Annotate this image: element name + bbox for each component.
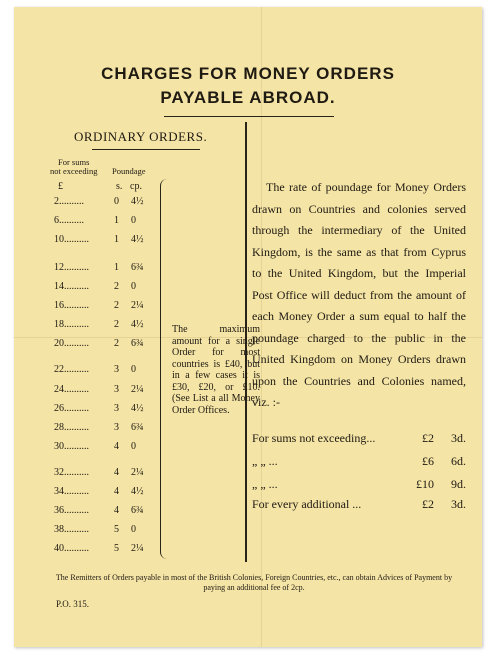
poundage-explanation <box>252 177 466 414</box>
header-for-sums: For sums <box>58 157 90 167</box>
fee-row: „ „ ... £6 6d. <box>252 454 466 468</box>
header-not-exceeding: not exceeding <box>50 166 98 176</box>
header-poundage: Poundage <box>112 166 146 176</box>
maximum-amount-note <box>172 324 260 416</box>
poundage-explanation-text: The rate of poundage for Money Orders drawn on Countries and colonies served through the intermediary of the United Kingdom, is the same as that from Cyprus to the United Kingdom, but the Imperial Post Office will deduct from the amount of each Money Order a sum equal to half the poundage charged to the public in the United Kingdom on Money Orders drawn upon the Countries and Colonies named, viz. :- <box>252 180 466 409</box>
footnote: The Remitters of Orders payable in most of the British Colonies, Foreign Countries, etc., can obtain Advices of Payment by paying an additional fee of 2cp. <box>55 573 453 592</box>
section-underline <box>92 149 200 150</box>
title-line-2: PAYABLE ABROAD. <box>160 88 336 107</box>
maximum-amount-text: The maximum amount for a single Order for most countries is £40, but in a few cases it is £30, £20, or £10. (See List a all Money Order Offices. <box>172 324 260 416</box>
form-number: P.O. 315. <box>56 599 90 609</box>
header-shillings: s. <box>116 181 123 192</box>
title-underline <box>164 116 334 117</box>
title-line-1: CHARGES FOR MONEY ORDERS <box>101 64 395 83</box>
section-heading: ORDINARY ORDERS. <box>74 129 208 144</box>
fee-row: For sums not exceeding... £2 3d. <box>252 431 466 445</box>
fee-row: „ „ ... £10 9d. <box>252 477 466 491</box>
header-pence: cp. <box>130 181 142 192</box>
document-page: CHARGES FOR MONEY ORDERS PAYABLE ABROAD. ORDINARY ORDERS. For sums not exceeding Poundage £ s. cp. 2.......... 0 4½ 6.......... 1 0 10.......... 1 4½ 12.......... 1 6¾ 14.......... 2 0 16.......... 2 2¼ 18.......... 2 4½ 20.......... 2 6¾ 22.......... 3 0 24.......... 3 2¼ 26.......... 3 4½ 28.......... 3 6¾ 30.......... 4 0 32.......... 4 2¼ 34.......... 4 4½ 36.......... 4 6¾ 38.......... 5 0 40.......... 5 2¼ The maximum amount for a single Order for most countries is £40, but in a few cases it is £30, £20, or £10. (See List a all Money Order Offices. The rate of poundage for Money Orders drawn on Countries and colonies served through the intermediary of the United Kingdom, is the same as that from Cyprus to the United Kingdom, but the Imperial Post Office will deduct from the amount of each Money Order a sum equal to half the poundage charged to the public in the United Kingdom on Money Orders drawn upon the Countries and Colonies named, viz. :- For sums not exceeding... £2 3d. „ „ ... £6 6d. „ „ ... £10 9d. For every additional ... £2 3d. The Remitters of Orders payable in most of the British Colonies, Foreign Countries, etc., can obtain Advices of Payment by paying an additional fee of 2cp. P.O. 315. <box>14 7 482 647</box>
header-pound-symbol: £ <box>58 181 63 192</box>
table-brace <box>160 179 167 559</box>
page-title <box>14 62 482 110</box>
fee-row: For every additional ... £2 3d. <box>252 497 466 511</box>
